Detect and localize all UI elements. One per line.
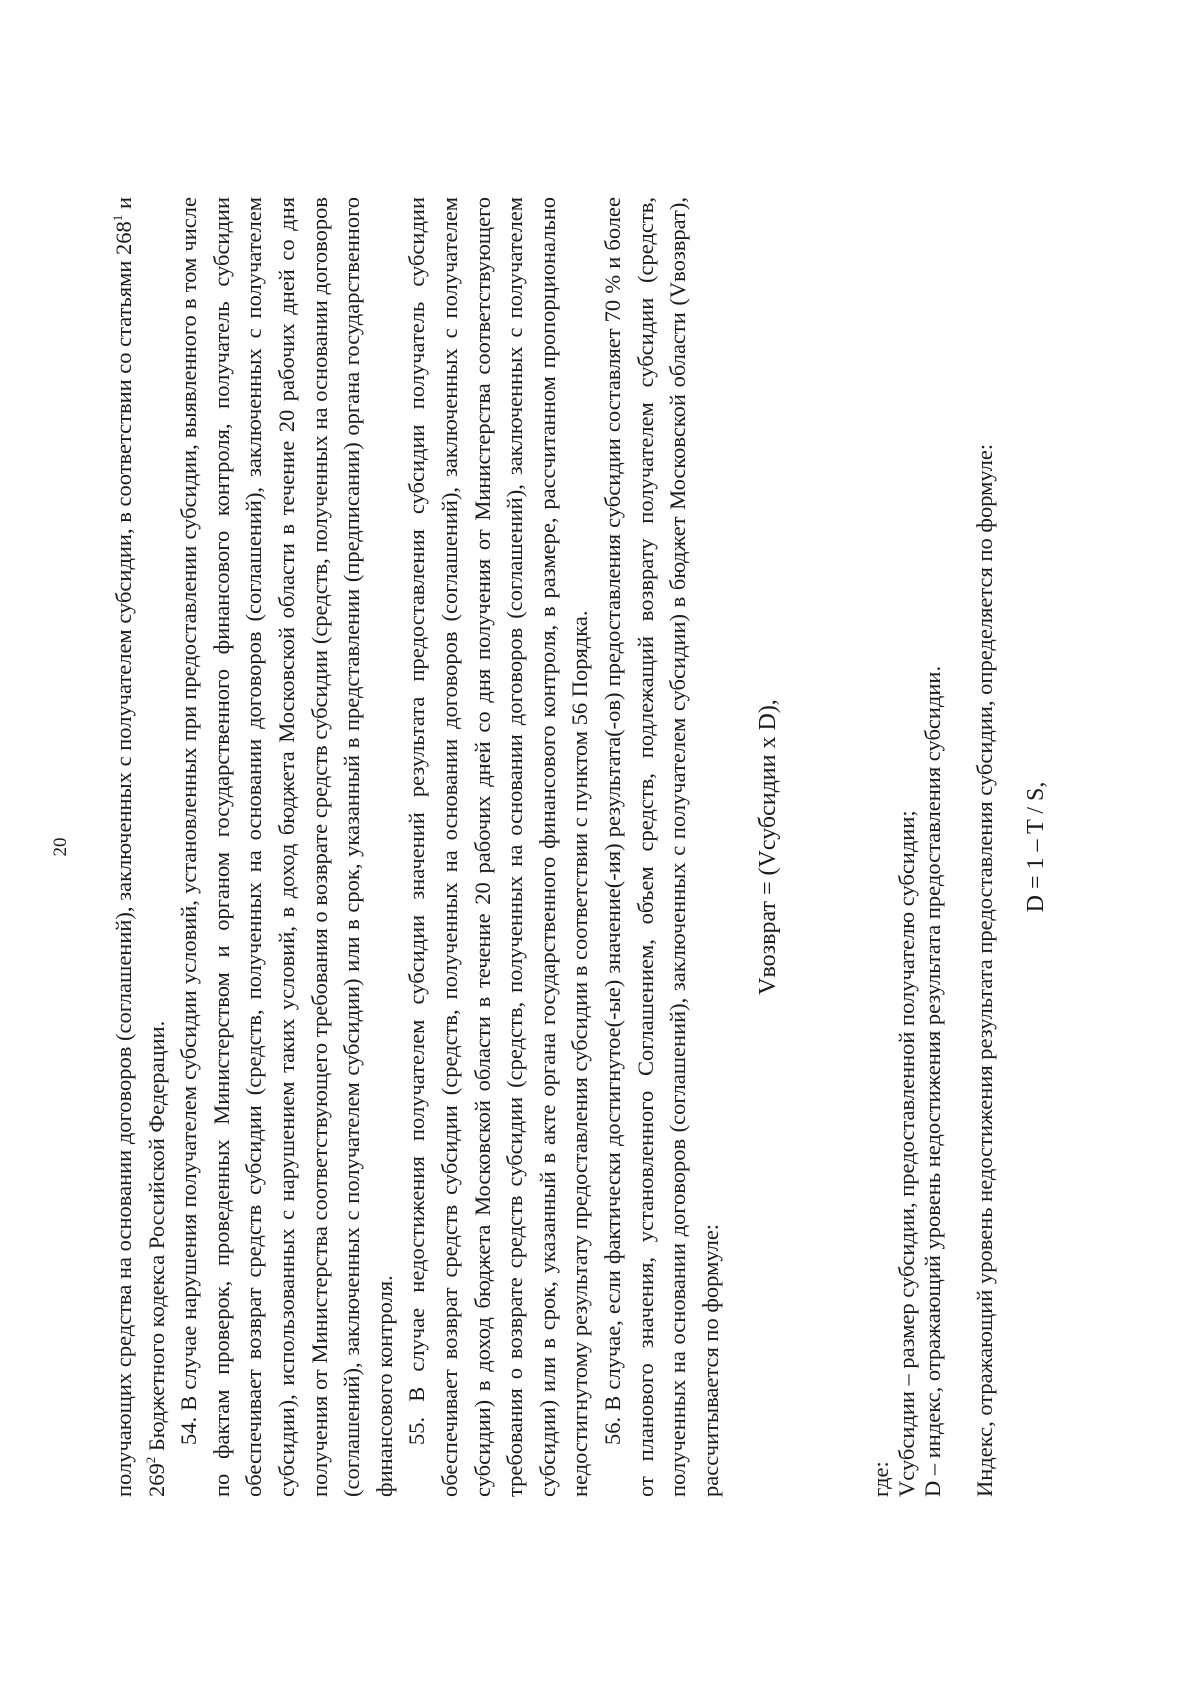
paragraph-54: 54. В случае нарушения получателем субсидии условий, установленных при предоставлении субсидии, выявленного в том числе по фактам проверок, проведенных Министерством и органом государственного финансового контроля, получатель субсидии обеспечивает возврат средств субсидии (средств, полученных на основании договоров (соглашений), заключенных с получателем субсидии), использованных с нарушением таких условий, в доход бюджета Московской области в течение 20 рабочих дней со дня получения от Министерства соответствующего требования о возврате средств субсидии (средств, полученных на основании договоров (соглашений), заключенных с получателем субсидии) или в срок, указанный в представлении (предписании) органа государственного финансового контроля. [176, 197, 397, 1497]
definition-v-subsidy: Vсубсидии – размер субсидии, предоставленной получателю субсидии; [894, 810, 919, 1497]
superscript-2: 2 [142, 1456, 158, 1464]
formula-d-index: D = 1 – T / S, [1023, 781, 1049, 913]
paragraph-56: 56. В случае, если фактически достигнутое(-ые) значение(-ия) результата(-ов) предоставления субсидии составляет 70 % и более от планового значения, установленного Соглашением, объем средств, подлежащий возврату получателем субсидии (средств, полученных на основании договоров (соглашений), заключенных с получателем субсидии) в бюджет Московской области (Vвозврат), рассчитывается по формуле: [599, 197, 723, 1497]
definition-d-index: D – индекс, отражающий уровень недостижения результата предоставления субсидии. [920, 665, 945, 1497]
paragraph-53-text-b: и 269 [111, 196, 169, 1497]
superscript-1: 1 [110, 214, 125, 222]
definitions-intro: где: [868, 1461, 893, 1497]
page-number: 20 [50, 837, 71, 857]
formula-v-return: Vвозврат = (Vсубсидии x D), [755, 699, 781, 995]
index-sentence: Индекс, отражающий уровень недостижения результата предоставления субсидии, определяется по формуле: [972, 443, 997, 1497]
paragraph-53-text-c: Бюджетного кодекса Российской Федерации. [143, 1020, 169, 1457]
body-text [108, 197, 727, 1497]
paragraph-55: 55. В случае недостижения получателем субсидии значений результата предоставления субсидии получатель субсидии обеспечивает возврат средств субсидии (средств, полученных на основании договоров (соглашений), заключенных с получателем субсидии) в доход бюджета Московской области в течение 20 рабочих дней со дня получения от Министерства соответствующего требования о возврате средств субсидии (средств, полученных на основании договоров (соглашений), заключенных с получателем субсидии) или в срок, указанный в акте органа государственного финансового контроля, в размере, рассчитанном пропорционально недостигнутому результату предоставления субсидии в соответствии с пунктом 56 Порядка. [404, 197, 593, 1497]
paragraph-53-text-a: получающих средства на основании договоров (соглашений), заключенных с получателем субсидии, в соответствии со статьями 268 [111, 221, 136, 1497]
definitions-block [868, 197, 946, 1497]
paragraph-53-tail [108, 197, 173, 1497]
